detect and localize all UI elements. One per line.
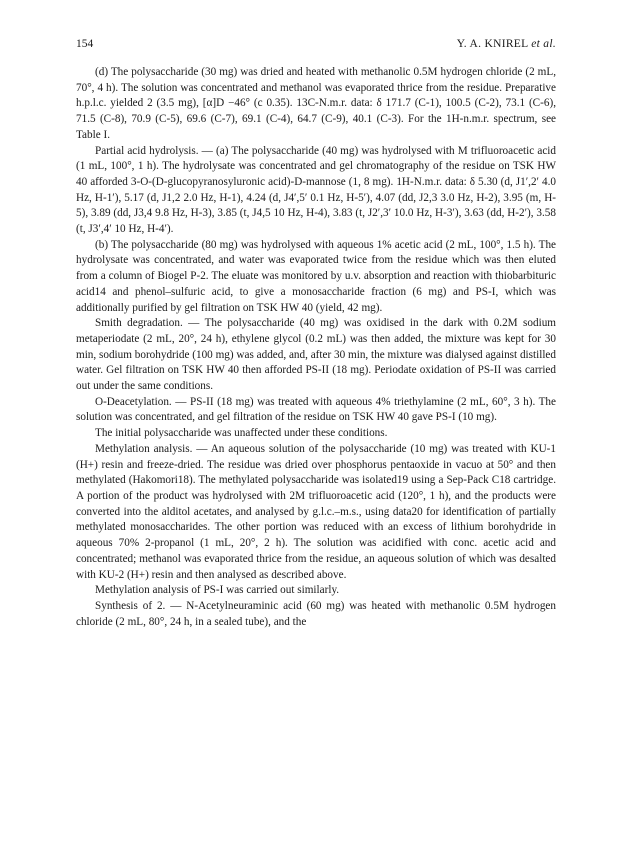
paragraph-methylation-analysis: Methylation analysis. — An aqueous solution of the polysaccharide (10 mg) was treated with KU-1 (H+) resin and freeze-dried. The residue was dried over phosphorus pentaoxide in vacuo at 50° and then methylated (Hakomori18). The methylated polysaccharide was isolated19 using a Sep-Pack C18 cartridge. A portion of the product was hydrolysed with 2M trifluoroacetic acid (120°, 1 h), and the products were converted into the alditol acetates, and analysed by g.l.c.–m.s., using data20 for identification of partially methylated monosaccharides. The other portion was reduced with an excess of lithium borohydride in aqueous 70% 2-propanol (1 mL, 20°, 2 h). The solution was acidified with conc. acetic acid and concentrated; methanol was evaporated thrice from the residue, an aqueous solution of which was desalted with KU-2 (H+) resin and then analysed as described above. xyxy=(76,442,556,581)
running-head xyxy=(457,38,556,50)
paragraph-o-deacetylation: O-Deacetylation. — PS-II (18 mg) was treated with aqueous 4% triethylamine (2 mL, 60°, 3 h). The solution was concentrated, and gel filtration of the residue on TSK HW 40 gave PS-I (10 mg). xyxy=(76,395,556,424)
paragraph-unaffected: The initial polysaccharide was unaffected under these conditions. xyxy=(95,427,388,440)
running-head-etal: et al. xyxy=(531,38,556,50)
page-number: 154 xyxy=(76,38,94,50)
paragraph-methylation-ps1: Methylation analysis of PS-I was carried out similarly. xyxy=(95,584,340,597)
page-header xyxy=(76,38,556,52)
running-head-author: Y. A. KNIREL xyxy=(456,38,529,50)
paragraph-synthesis: Synthesis of 2. — N-Acetylneuraminic acid (60 mg) was heated with methanolic 0.5M hydrogen chloride (2 mL, 80°, 24 h, in a sealed tube), and the xyxy=(76,599,556,628)
body-text xyxy=(76,65,556,630)
paragraph-hplc: (d) The polysaccharide (30 mg) was dried and heated with methanolic 0.5M hydrogen chloride (2 mL, 70°, 4 h). The solution was concentrated and methanol was evaporated thrice from the residue. Preparative h.p.l.c. yielded 2 (3.5 mg), [α]D −46° (c 0.35). 13C-N.m.r. data: δ 171.7 (C-1), 100.5 (C-2), 73.1 (C-6), 71.5 (C-8), 70.9 (C-5), 69.6 (C-7), 69.1 (C-4), 64.7 (C-9), 40.1 (C-3). For the 1H-n.m.r. spectrum, see Table I. xyxy=(76,66,556,141)
paragraph-smith-degradation: Smith degradation. — The polysaccharide (40 mg) was oxidised in the dark with 0.2M sodium metaperiodate (2 mL, 20°, 24 h), ethylene glycol (0.2 mL) was then added, the mixture was kept for 30 min, sodium borohydride (100 mg) was added, and, after 30 min, the mixture was dialysed against distilled water. Gel filtration on TSK HW 40 then afforded PS-II (18 mg). Periodate oxidation of PS-II was carried out under the same conditions. xyxy=(76,317,556,393)
paragraph-partial-hydrolysis-a: Partial acid hydrolysis. — (a) The polysaccharide (40 mg) was hydrolysed with M trifluoroacetic acid (1 mL, 100°, 1 h). The hydrolysate was concentrated and gel chromatography of the residue on TSK HW 40 afforded 3-O-(D-glucopyranosyluronic acid)-D-mannose (1, 8 mg). 1H-N.m.r. data: δ 5.30 (d, J1′,2′ 4.0 Hz, H-1′), 5.17 (d, J1,2 2.0 Hz, H-1), 4.24 (d, J4′,5′ 0.1 Hz, H-5′), 4.07 (dd, J2,3 3.0 Hz, H-2), 3.95 (m, H-5), 3.89 (dd, J3,4 9.8 Hz, H-3), 3.85 (t, J4,5 10 Hz, H-4), 3.83 (t, J2′,3′ 10.0 Hz, H-3′), 3.63 (dd, H-2′), 3.58 (t, J3′,4′ 10 Hz, H-4′). xyxy=(76,144,556,236)
paragraph-partial-hydrolysis-b: (b) The polysaccharide (80 mg) was hydrolysed with aqueous 1% acetic acid (2 mL, 100°, 1.5 h). The hydrolysate was concentrated, and water was evaporated twice from the residue which was then eluted from a column of Biogel P-2. The eluate was monitored by u.v. absorption and reaction with thiobarbituric acid14 and phenol–sulfuric acid, to give a monosaccharide fraction (6 mg) and PS-I, which was additionally purified by gel filtration on TSK HW 40 (yield, 42 mg). xyxy=(76,238,556,314)
